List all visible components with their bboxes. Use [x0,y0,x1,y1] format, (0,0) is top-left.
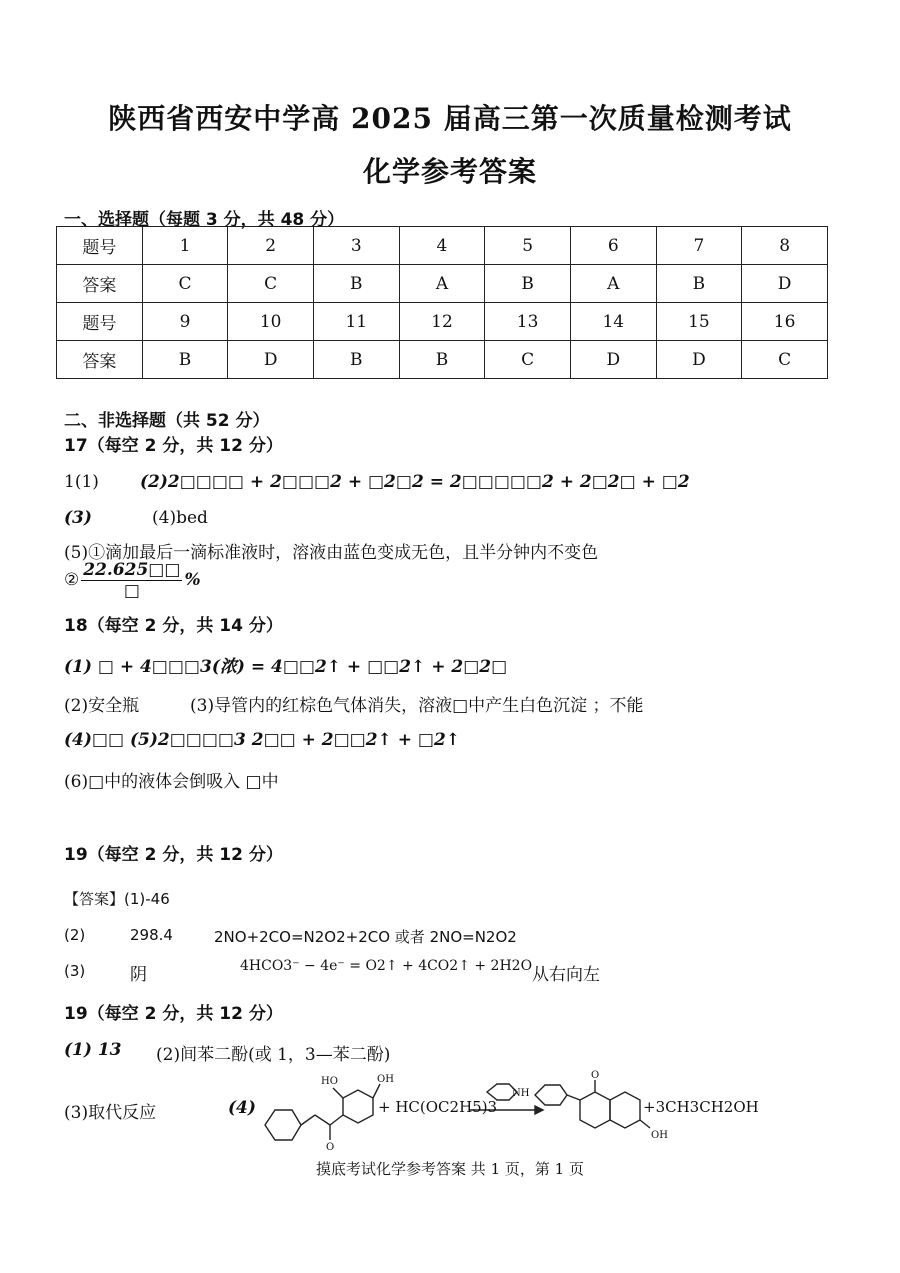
q19a-l3-val: 阴 [130,965,147,985]
q18-line2b: (3)导管内的红棕色气体消失，溶液□中产生白色沉淀 ；不能 [190,696,644,716]
table-cell: B [656,265,742,303]
table-cell: 9 [142,303,228,341]
frac-suffix: % [184,570,201,590]
table-cell: B [485,265,571,303]
page-footer: 摸底考试化学参考答案 共 1 页，第 1 页 [316,1160,584,1178]
q19a-l3-num: (3) [64,962,86,980]
q18-line4: (6)□中的液体会倒吸入 □中 [64,772,279,792]
q19b-heading: 19（每空 2 分，共 12 分） [64,1004,283,1024]
table-cell: D [228,341,314,379]
label-oh2: OH [651,1130,668,1141]
table-cell: 14 [570,303,656,341]
table-cell: 6 [570,227,656,265]
q19a-l3-dir: 从右向左 [532,965,600,985]
table-cell: 12 [399,303,485,341]
q18-line3b: (5)2□□□□3 2□□ + 2□□2↑ + □2↑ [130,730,461,750]
frac-numerator: 22.625□□ [83,560,181,580]
q18-line3a: (4)□□ [64,730,125,750]
table-cell: C [142,265,228,303]
q19b-line1b: (2)间苯二酚(或 1，3—苯二酚) [156,1045,391,1065]
table-row-label: 题号 [57,227,143,265]
table-cell: C [485,341,571,379]
answer-table [56,226,828,379]
q19b-line1a: (1) 13 [64,1040,122,1060]
q17-line3: (5)①滴加最后一滴标准液时，溶液由蓝色变成无色，且半分钟内不变色 [64,543,599,563]
table-cell: B [313,341,399,379]
label-ho: HO [321,1076,338,1087]
table-cell: 8 [742,227,828,265]
resorcinol-ring [343,1090,373,1123]
table-cell: B [142,341,228,379]
q19b-line2a: (3)取代反应 [64,1103,157,1123]
table-row-label: 答案 [57,341,143,379]
table-cell: 7 [656,227,742,265]
section2-heading: 二、非选择题（共 52 分） [64,411,270,431]
table-cell: D [656,341,742,379]
table-row [57,265,828,303]
q17-line1a: 1(1) [64,472,99,492]
table-cell: A [570,265,656,303]
table-cell: 4 [399,227,485,265]
table-cell: D [570,341,656,379]
q19a-l2-eq: 2NO+2CO=N2O2+2CO 或者 2NO=N2O2 [214,928,517,946]
table-row [57,341,828,379]
table-row-label: 答案 [57,265,143,303]
table-cell: 15 [656,303,742,341]
table-cell: C [228,265,314,303]
q19a-l2-val: 298.4 [130,926,173,944]
q17-line2a: (3) [64,508,92,528]
q17-fraction [64,560,201,601]
table-cell: 13 [485,303,571,341]
table-cell: 2 [228,227,314,265]
table-cell: D [742,265,828,303]
label-oh1: OH [377,1074,394,1085]
q19a-answer: 【答案】(1)-46 [64,890,170,908]
product-text: +3CH3CH2OH [643,1098,759,1116]
frac-prefix: ② [64,570,80,590]
label-nh: NH [512,1088,530,1099]
table-cell: A [399,265,485,303]
phenyl-ring [535,1085,567,1105]
benzo-ring [610,1092,640,1128]
table-cell: B [399,341,485,379]
q19a-l3-eq: 4HCO3⁻ − 4e⁻ = O2↑ + 4CO2↑ + 2H2O [240,958,533,974]
table-row [57,227,828,265]
q18-heading: 18（每空 2 分，共 14 分） [64,616,283,636]
table-row-label: 题号 [57,303,143,341]
label-o2: O [591,1070,600,1081]
q19a-l2-num: (2) [64,926,86,944]
section1-heading: 一、选择题（每题 3 分，共 48 分） [64,210,345,230]
table-cell: 3 [313,227,399,265]
table-cell: 11 [313,303,399,341]
q17-heading: 17（每空 2 分，共 12 分） [64,436,283,456]
table-cell: 10 [228,303,314,341]
q17-line1b: (2)2□□□□ + 2□□□2 + □2□2 = 2□□□□□2 + 2□2□ + □2 [140,472,690,492]
label-o1: O [326,1142,335,1150]
frac-denominator: □ [123,581,140,601]
table-cell: 5 [485,227,571,265]
reagent-text: + HC(OC2H5)3 [378,1098,498,1116]
table-cell: 1 [142,227,228,265]
q18-line2a: (2)安全瓶 [64,696,140,716]
chromone-ring [580,1092,610,1128]
q18-line1: (1) □ + 4□□□3(浓) = 4□□2↑ + □□2↑ + 2□2□ [64,657,508,677]
benzene-ring [265,1110,301,1140]
table-row [57,303,828,341]
page-subtitle: 化学参考答案 [362,155,537,188]
table-cell: 16 [742,303,828,341]
q19b-line2b: (4) [228,1098,256,1118]
q19a-heading: 19（每空 2 分，共 12 分） [64,845,283,865]
page-title: 陕西省西安中学高 2025 届高三第一次质量检测考试 [108,102,792,135]
table-cell: B [313,265,399,303]
table-cell: C [742,341,828,379]
q17-line2b: (4)bed [152,508,208,528]
